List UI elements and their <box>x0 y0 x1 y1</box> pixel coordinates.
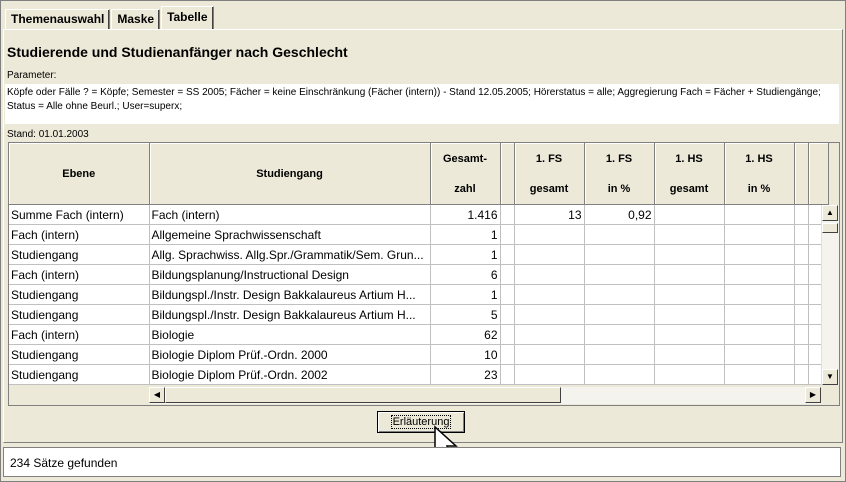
cell-fs-pct[interactable] <box>584 305 654 325</box>
cell-gesamtzahl[interactable]: 1 <box>430 245 500 265</box>
cell-fs-gesamt[interactable] <box>514 325 584 345</box>
cell-studiengang[interactable]: Biologie Diplom Prüf.-Ordn. 2000 <box>149 345 430 365</box>
table-row[interactable] <box>9 245 828 265</box>
header-hs-pct[interactable] <box>724 143 794 205</box>
header-fs-gesamt-line1: 1. FS <box>535 152 563 165</box>
cell-ebene[interactable]: Studiengang <box>9 365 149 385</box>
header-fs-pct[interactable] <box>584 143 654 205</box>
header-hs-gesamt[interactable] <box>654 143 724 205</box>
cell-hs-gesamt[interactable] <box>654 225 724 245</box>
header-spacer <box>794 143 808 205</box>
parameter-text: Köpfe oder Fälle ? = Köpfe; Semester = SS 2005; Fächer = keine Einschränkung (Fächer (intern)) - Stand 12.05.2005; Hörerstatus = alle; Aggregierung Fach = Fächer + Studiengänge; Status = Alle ohne Beurl.; User=superx; <box>5 84 839 124</box>
arrow-down-icon[interactable]: ▼ <box>822 369 838 385</box>
cell-spacer <box>794 265 808 285</box>
cell-fs-pct[interactable] <box>584 365 654 385</box>
header-spacer <box>500 143 514 205</box>
cell-fs-pct[interactable] <box>584 265 654 285</box>
cell-ebene[interactable]: Fach (intern) <box>9 265 149 285</box>
cell-spacer <box>500 205 514 225</box>
cell-fs-gesamt[interactable] <box>514 265 584 285</box>
cell-ebene[interactable]: Studiengang <box>9 345 149 365</box>
header-gesamtzahl-line1: Gesamt- <box>442 152 488 165</box>
cell-spacer <box>794 365 808 385</box>
header-fs-pct-line2: in % <box>607 182 631 195</box>
cell-hs-pct[interactable] <box>724 265 794 285</box>
cell-studiengang[interactable]: Fach (intern) <box>149 205 430 225</box>
cell-spacer <box>794 205 808 225</box>
header-hs-gesamt-line2: gesamt <box>669 182 709 195</box>
cell-hs-pct[interactable] <box>724 285 794 305</box>
cell-gesamtzahl[interactable]: 5 <box>430 305 500 325</box>
status-bar: 234 Sätze gefunden <box>3 447 841 477</box>
cell-ebene[interactable]: Studiengang <box>9 305 149 325</box>
cell-fs-gesamt[interactable] <box>514 225 584 245</box>
cell-gesamtzahl[interactable]: 10 <box>430 345 500 365</box>
cell-spacer <box>500 305 514 325</box>
cell-fs-gesamt[interactable] <box>514 245 584 265</box>
table-row[interactable] <box>9 365 828 385</box>
table-row[interactable] <box>9 345 828 365</box>
cell-hs-pct[interactable] <box>724 365 794 385</box>
explain-button-label: Erläuterung <box>392 416 450 428</box>
cell-spacer <box>500 365 514 385</box>
table-row[interactable] <box>9 285 828 305</box>
cell-fs-gesamt[interactable] <box>514 345 584 365</box>
horizontal-scrollbar[interactable] <box>149 387 821 404</box>
cell-studiengang[interactable]: Allgemeine Sprachwissenschaft <box>149 225 430 245</box>
cell-fs-pct[interactable] <box>584 245 654 265</box>
cell-ebene[interactable]: Studiengang <box>9 245 149 265</box>
header-studiengang[interactable]: Studiengang <box>149 143 430 205</box>
cell-ebene[interactable]: Fach (intern) <box>9 325 149 345</box>
cell-hs-gesamt[interactable] <box>654 265 724 285</box>
cell-hs-pct[interactable] <box>724 245 794 265</box>
cell-ebene[interactable]: Summe Fach (intern) <box>9 205 149 225</box>
cell-hs-pct[interactable] <box>724 345 794 365</box>
header-fs-gesamt-line2: gesamt <box>529 182 569 195</box>
header-hs-pct-line1: 1. HS <box>745 152 773 165</box>
table-row[interactable] <box>9 205 828 225</box>
page-title: Studierende und Studienanfänger nach Geschlecht <box>7 44 348 60</box>
cell-fs-pct[interactable] <box>584 325 654 345</box>
header-gesamtzahl[interactable] <box>430 143 500 205</box>
cell-spacer <box>794 225 808 245</box>
header-fs-gesamt[interactable] <box>514 143 584 205</box>
cell-spacer <box>500 225 514 245</box>
cell-fs-pct[interactable] <box>584 285 654 305</box>
horizontal-scroll-thumb[interactable] <box>165 387 561 403</box>
table-row[interactable] <box>9 305 828 325</box>
cell-studiengang[interactable]: Biologie <box>149 325 430 345</box>
cell-studiengang[interactable]: Biologie Diplom Prüf.-Ordn. 2002 <box>149 365 430 385</box>
results-table <box>8 142 840 406</box>
cell-studiengang[interactable]: Allg. Sprachwiss. Allg.Spr./Grammatik/Sem. Grun... <box>149 245 430 265</box>
arrow-right-icon[interactable]: ▶ <box>805 387 821 403</box>
table-row[interactable] <box>9 225 828 245</box>
tab-panel <box>3 29 843 443</box>
cell-hs-gesamt[interactable] <box>654 285 724 305</box>
cell-hs-pct[interactable] <box>724 205 794 225</box>
cell-fs-pct[interactable] <box>584 225 654 245</box>
cell-spacer <box>500 265 514 285</box>
cell-fs-gesamt[interactable] <box>514 285 584 305</box>
results-grid <box>9 143 829 385</box>
cell-studiengang[interactable]: Bildungsplanung/Instructional Design <box>149 265 430 285</box>
cell-gesamtzahl[interactable]: 62 <box>430 325 500 345</box>
header-fs-pct-line1: 1. FS <box>605 152 633 165</box>
header-hs-gesamt-line1: 1. HS <box>675 152 703 165</box>
tab-maske[interactable]: Maske <box>111 9 160 29</box>
cell-spacer <box>500 285 514 305</box>
tab-themenauswahl[interactable]: Themenauswahl <box>5 9 110 29</box>
cell-spacer <box>794 325 808 345</box>
cell-gesamtzahl[interactable]: 1 <box>430 285 500 305</box>
tab-bar <box>5 7 215 29</box>
cell-fs-pct[interactable] <box>584 345 654 365</box>
header-hs-pct-line2: in % <box>747 182 771 195</box>
cell-spacer <box>500 345 514 365</box>
cell-hs-gesamt[interactable] <box>654 365 724 385</box>
cell-spacer <box>794 285 808 305</box>
cell-ebene[interactable]: Studiengang <box>9 285 149 305</box>
table-row[interactable] <box>9 265 828 285</box>
tab-tabelle[interactable]: Tabelle <box>161 6 213 29</box>
vertical-scroll-thumb[interactable] <box>822 223 838 233</box>
cell-fs-gesamt[interactable]: 13 <box>514 205 584 225</box>
cell-spacer <box>794 345 808 365</box>
cell-hs-pct[interactable] <box>724 325 794 345</box>
cell-studiengang[interactable]: Bildungspl./Instr. Design Bakkalaureus Artium H... <box>149 285 430 305</box>
cell-hs-gesamt[interactable] <box>654 305 724 325</box>
table-row[interactable] <box>9 325 828 345</box>
parameter-label: Parameter: <box>7 70 57 81</box>
cell-spacer <box>794 305 808 325</box>
cell-hs-gesamt[interactable] <box>654 345 724 365</box>
cell-fs-pct[interactable]: 0,92 <box>584 205 654 225</box>
cell-gesamtzahl[interactable]: 23 <box>430 365 500 385</box>
vertical-scrollbar[interactable] <box>821 205 839 385</box>
cell-hs-pct[interactable] <box>724 225 794 245</box>
cell-hs-gesamt[interactable] <box>654 325 724 345</box>
header-ebene[interactable]: Ebene <box>9 143 149 205</box>
arrow-left-icon[interactable]: ◀ <box>149 387 165 403</box>
arrow-up-icon[interactable]: ▲ <box>822 205 838 221</box>
stand-date: Stand: 01.01.2003 <box>7 129 89 140</box>
cell-hs-gesamt[interactable] <box>654 205 724 225</box>
cell-studiengang[interactable]: Bildungspl./Instr. Design Bakkalaureus Artium H... <box>149 305 430 325</box>
cell-hs-gesamt[interactable] <box>654 245 724 265</box>
cell-gesamtzahl[interactable]: 1.416 <box>430 205 500 225</box>
cell-hs-pct[interactable] <box>724 305 794 325</box>
cell-fs-gesamt[interactable] <box>514 305 584 325</box>
cell-spacer <box>500 245 514 265</box>
header-gesamtzahl-line2: zahl <box>454 182 476 195</box>
cell-ebene[interactable]: Fach (intern) <box>9 225 149 245</box>
cell-spacer <box>500 325 514 345</box>
cell-gesamtzahl[interactable]: 6 <box>430 265 500 285</box>
cell-gesamtzahl[interactable]: 1 <box>430 225 500 245</box>
cell-fs-gesamt[interactable] <box>514 365 584 385</box>
header-spacer <box>808 143 828 205</box>
cell-spacer <box>794 245 808 265</box>
